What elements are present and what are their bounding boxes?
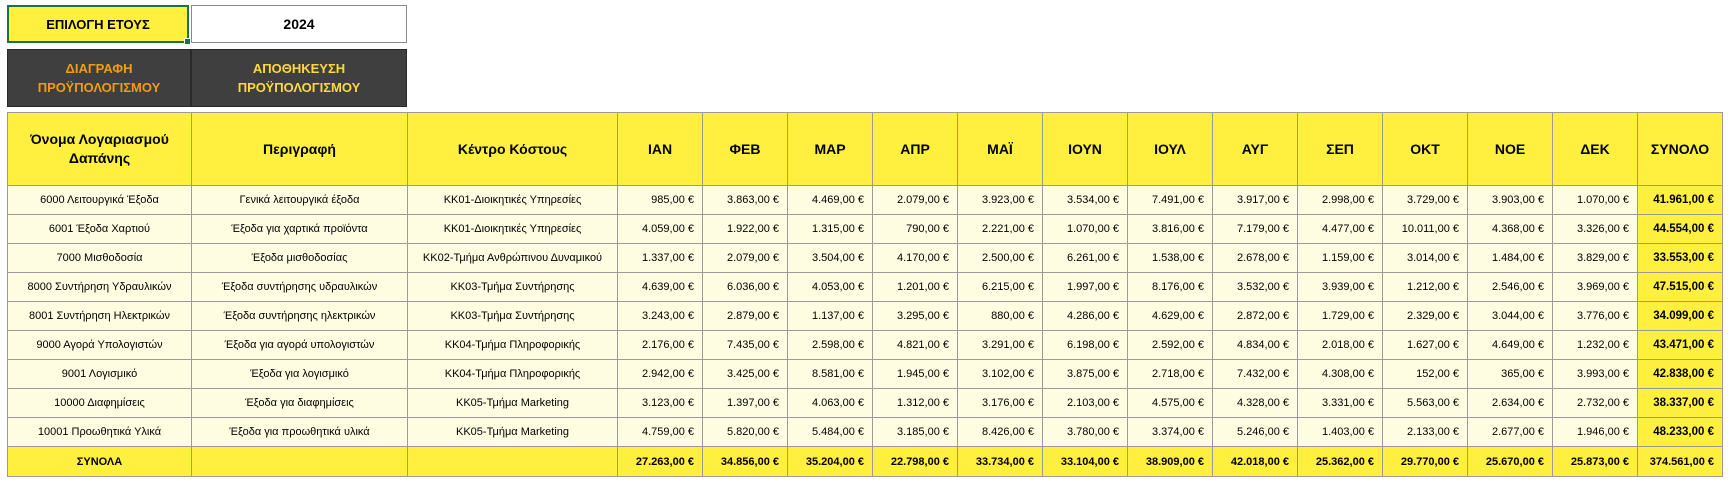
column-header[interactable]: ΣΥΝΟΛΟ — [1638, 113, 1723, 186]
table-cell[interactable]: 10000 Διαφημίσεις — [8, 389, 192, 418]
table-cell[interactable]: 4.328,00 € — [1213, 389, 1298, 418]
column-header[interactable]: ΙΟΥΝ — [1043, 113, 1128, 186]
table-row — [8, 186, 1723, 215]
table-cell[interactable]: ΚΚ04-Τμήμα Πληροφορικής — [408, 360, 618, 389]
table-cell[interactable]: 2.634,00 € — [1468, 389, 1553, 418]
table-cell[interactable]: 1.484,00 € — [1468, 244, 1553, 273]
table-cell[interactable]: 1.397,00 € — [703, 389, 788, 418]
table-cell[interactable]: 6.261,00 € — [1043, 244, 1128, 273]
table-cell[interactable]: 3.776,00 € — [1553, 302, 1638, 331]
totals-cell[interactable]: 29.770,00 € — [1383, 447, 1468, 477]
table-cell[interactable]: 3.875,00 € — [1043, 360, 1128, 389]
table-cell[interactable]: ΚΚ02-Τμήμα Ανθρώπινου Δυναμικού — [408, 244, 618, 273]
row-total-cell[interactable]: 41.961,00 € — [1638, 186, 1723, 215]
table-cell[interactable]: Έξοδα για προωθητικά υλικά — [192, 418, 408, 447]
table-cell[interactable]: 7.435,00 € — [703, 331, 788, 360]
table-cell[interactable]: ΚΚ01-Διοικητικές Υπηρεσίες — [408, 186, 618, 215]
table-cell[interactable]: 2.079,00 € — [873, 186, 958, 215]
table-cell[interactable]: 1.315,00 € — [788, 215, 873, 244]
table-cell[interactable]: 3.295,00 € — [873, 302, 958, 331]
table-cell[interactable]: ΚΚ05-Τμήμα Marketing — [408, 418, 618, 447]
column-header[interactable]: ΜΑΡ — [788, 113, 873, 186]
table-cell[interactable]: Έξοδα μισθοδοσίας — [192, 244, 408, 273]
table-cell[interactable]: 365,00 € — [1468, 360, 1553, 389]
table-cell[interactable]: 1.159,00 € — [1298, 244, 1383, 273]
table-cell[interactable]: 2.018,00 € — [1298, 331, 1383, 360]
column-header[interactable]: ΜΑΪ — [958, 113, 1043, 186]
table-cell[interactable]: 7000 Μισθοδοσία — [8, 244, 192, 273]
table-cell[interactable]: 880,00 € — [958, 302, 1043, 331]
table-cell[interactable]: 7.491,00 € — [1128, 186, 1213, 215]
totals-cell[interactable]: 38.909,00 € — [1128, 447, 1213, 477]
table-cell[interactable]: 1.627,00 € — [1383, 331, 1468, 360]
table-cell[interactable]: 5.820,00 € — [703, 418, 788, 447]
totals-cell[interactable] — [408, 447, 618, 477]
row-total-cell[interactable]: 44.554,00 € — [1638, 215, 1723, 244]
totals-cell[interactable]: 33.104,00 € — [1043, 447, 1128, 477]
table-cell[interactable]: 3.326,00 € — [1553, 215, 1638, 244]
table-cell[interactable]: 2.500,00 € — [958, 244, 1043, 273]
column-header[interactable]: ΟΚΤ — [1383, 113, 1468, 186]
table-cell[interactable]: Έξοδα συντήρησης ηλεκτρικών — [192, 302, 408, 331]
delete-button-label-line1: ΔΙΑΓΡΑΦΗ — [65, 61, 133, 76]
table-cell[interactable]: Έξοδα συντήρησης υδραυλικών — [192, 273, 408, 302]
table-cell[interactable]: 3.123,00 € — [618, 389, 703, 418]
table-cell[interactable]: 3.014,00 € — [1383, 244, 1468, 273]
table-cell[interactable]: Έξοδα για διαφημίσεις — [192, 389, 408, 418]
table-cell[interactable]: 8.176,00 € — [1128, 273, 1213, 302]
table-cell[interactable]: 3.923,00 € — [958, 186, 1043, 215]
table-cell[interactable]: 4.629,00 € — [1128, 302, 1213, 331]
table-cell[interactable]: 3.939,00 € — [1298, 273, 1383, 302]
table-cell[interactable]: 4.639,00 € — [618, 273, 703, 302]
totals-cell[interactable]: 25.362,00 € — [1298, 447, 1383, 477]
table-cell[interactable]: 2.103,00 € — [1043, 389, 1128, 418]
table-row — [8, 360, 1723, 389]
totals-cell[interactable]: 33.734,00 € — [958, 447, 1043, 477]
table-cell[interactable]: 1.232,00 € — [1553, 331, 1638, 360]
table-cell[interactable]: 1.729,00 € — [1298, 302, 1383, 331]
table-cell[interactable]: 6001 Έξοδα Χαρτιού — [8, 215, 192, 244]
table-cell[interactable]: 4.469,00 € — [788, 186, 873, 215]
table-row — [8, 215, 1723, 244]
table-cell[interactable]: 10001 Προωθητικά Υλικά — [8, 418, 192, 447]
table-cell[interactable]: 3.102,00 € — [958, 360, 1043, 389]
table-cell[interactable]: 4.368,00 € — [1468, 215, 1553, 244]
totals-label[interactable]: ΣΥΝΟΛΑ — [8, 447, 192, 477]
table-cell[interactable]: 1.212,00 € — [1383, 273, 1468, 302]
totals-cell[interactable]: 374.561,00 € — [1638, 447, 1723, 477]
table-cell[interactable]: 2.872,00 € — [1213, 302, 1298, 331]
table-cell[interactable]: 3.816,00 € — [1128, 215, 1213, 244]
column-header[interactable]: ΑΠΡ — [873, 113, 958, 186]
totals-cell[interactable]: 25.873,00 € — [1553, 447, 1638, 477]
table-cell[interactable]: 3.534,00 € — [1043, 186, 1128, 215]
table-cell[interactable]: 2.329,00 € — [1383, 302, 1468, 331]
row-total-cell[interactable]: 33.553,00 € — [1638, 244, 1723, 273]
column-header[interactable]: ΦΕΒ — [703, 113, 788, 186]
totals-cell[interactable]: 42.018,00 € — [1213, 447, 1298, 477]
year-selector-label[interactable] — [7, 5, 189, 43]
table-cell[interactable]: 1.945,00 € — [873, 360, 958, 389]
table-cell[interactable]: 3.291,00 € — [958, 331, 1043, 360]
table-cell[interactable]: 2.221,00 € — [958, 215, 1043, 244]
table-cell[interactable]: 3.532,00 € — [1213, 273, 1298, 302]
table-cell[interactable]: 5.563,00 € — [1383, 389, 1468, 418]
table-cell[interactable]: 1.312,00 € — [873, 389, 958, 418]
row-total-cell[interactable]: 38.337,00 € — [1638, 389, 1723, 418]
table-row — [8, 331, 1723, 360]
table-cell[interactable]: ΚΚ05-Τμήμα Marketing — [408, 389, 618, 418]
year-selector-value[interactable]: 2024 — [191, 5, 407, 43]
column-header[interactable]: ΑΥΓ — [1213, 113, 1298, 186]
save-budget-button[interactable] — [191, 49, 407, 107]
table-cell[interactable]: 3.504,00 € — [788, 244, 873, 273]
table-cell[interactable]: 10.011,00 € — [1383, 215, 1468, 244]
table-cell[interactable]: 1.070,00 € — [1553, 186, 1638, 215]
table-cell[interactable]: 2.732,00 € — [1553, 389, 1638, 418]
totals-cell[interactable]: 34.856,00 € — [703, 447, 788, 477]
table-cell[interactable]: 7.179,00 € — [1213, 215, 1298, 244]
row-total-cell[interactable]: 48.233,00 € — [1638, 418, 1723, 447]
table-cell[interactable]: 2.998,00 € — [1298, 186, 1383, 215]
table-cell[interactable]: 4.059,00 € — [618, 215, 703, 244]
table-cell[interactable]: Γενικά λειτουργικά έξοδα — [192, 186, 408, 215]
row-total-cell[interactable]: 43.471,00 € — [1638, 331, 1723, 360]
table-cell[interactable]: Έξοδα για αγορά υπολογιστών — [192, 331, 408, 360]
column-header[interactable]: ΝΟΕ — [1468, 113, 1553, 186]
table-cell[interactable]: 4.759,00 € — [618, 418, 703, 447]
budget-table — [7, 112, 1723, 477]
table-cell[interactable]: 2.678,00 € — [1213, 244, 1298, 273]
table-cell[interactable]: 3.243,00 € — [618, 302, 703, 331]
table-cell[interactable]: 2.079,00 € — [703, 244, 788, 273]
column-header[interactable]: Όνομα Λογαριασμού Δαπάνης — [8, 113, 192, 186]
table-cell[interactable]: 2.176,00 € — [618, 331, 703, 360]
delete-budget-button[interactable] — [7, 49, 191, 107]
row-total-cell[interactable]: 47.515,00 € — [1638, 273, 1723, 302]
table-cell[interactable]: 3.729,00 € — [1383, 186, 1468, 215]
table-cell[interactable]: 3.917,00 € — [1213, 186, 1298, 215]
table-cell[interactable]: 5.246,00 € — [1213, 418, 1298, 447]
table-cell[interactable]: 6.198,00 € — [1043, 331, 1128, 360]
table-cell[interactable]: 4.575,00 € — [1128, 389, 1213, 418]
row-total-cell[interactable]: 42.838,00 € — [1638, 360, 1723, 389]
column-header[interactable]: Περιγραφή — [192, 113, 408, 186]
table-cell[interactable]: ΚΚ04-Τμήμα Πληροφορικής — [408, 331, 618, 360]
table-cell[interactable]: Έξοδα για λογισμικό — [192, 360, 408, 389]
table-cell[interactable]: 4.821,00 € — [873, 331, 958, 360]
table-cell[interactable]: 3.969,00 € — [1553, 273, 1638, 302]
table-cell[interactable]: 8001 Συντήρηση Ηλεκτρικών — [8, 302, 192, 331]
table-cell[interactable]: 4.170,00 € — [873, 244, 958, 273]
column-header[interactable]: ΙΑΝ — [618, 113, 703, 186]
table-row — [8, 302, 1723, 331]
table-cell[interactable]: 1.137,00 € — [788, 302, 873, 331]
table-cell[interactable]: 1.070,00 € — [1043, 215, 1128, 244]
table-cell[interactable]: 1.201,00 € — [873, 273, 958, 302]
column-header[interactable]: ΣΕΠ — [1298, 113, 1383, 186]
table-cell[interactable]: 790,00 € — [873, 215, 958, 244]
table-cell[interactable]: 3.044,00 € — [1468, 302, 1553, 331]
table-cell[interactable]: 6.036,00 € — [703, 273, 788, 302]
table-cell[interactable]: 9000 Αγορά Υπολογιστών — [8, 331, 192, 360]
table-cell[interactable]: 8.426,00 € — [958, 418, 1043, 447]
table-cell[interactable]: 3.331,00 € — [1298, 389, 1383, 418]
table-cell[interactable]: 2.718,00 € — [1128, 360, 1213, 389]
table-cell[interactable]: 4.834,00 € — [1213, 331, 1298, 360]
totals-row — [8, 447, 1723, 477]
totals-cell[interactable] — [192, 447, 408, 477]
table-cell[interactable]: 5.484,00 € — [788, 418, 873, 447]
table-cell[interactable]: 3.374,00 € — [1128, 418, 1213, 447]
table-cell[interactable]: Έξοδα για χαρτικά προϊόντα — [192, 215, 408, 244]
table-cell[interactable]: 3.185,00 € — [873, 418, 958, 447]
table-cell[interactable]: 1.946,00 € — [1553, 418, 1638, 447]
table-cell[interactable]: 2.598,00 € — [788, 331, 873, 360]
table-row — [8, 418, 1723, 447]
table-cell[interactable]: 1.922,00 € — [703, 215, 788, 244]
table-header-row — [8, 113, 1723, 186]
cell-fill-handle[interactable] — [184, 38, 191, 45]
table-cell[interactable]: 4.477,00 € — [1298, 215, 1383, 244]
table-row — [8, 244, 1723, 273]
save-button-label-line2: ΠΡΟΫΠΟΛΟΓΙΣΜΟΥ — [237, 80, 361, 95]
table-cell[interactable]: 4.649,00 € — [1468, 331, 1553, 360]
table-cell[interactable]: 985,00 € — [618, 186, 703, 215]
table-cell[interactable]: 2.677,00 € — [1468, 418, 1553, 447]
table-cell[interactable]: 8.581,00 € — [788, 360, 873, 389]
table-cell[interactable]: 4.063,00 € — [788, 389, 873, 418]
table-cell[interactable]: 3.829,00 € — [1553, 244, 1638, 273]
table-cell[interactable]: 4.053,00 € — [788, 273, 873, 302]
table-cell[interactable]: ΚΚ03-Τμήμα Συντήρησης — [408, 302, 618, 331]
table-cell[interactable]: 3.780,00 € — [1043, 418, 1128, 447]
table-cell[interactable]: 1.337,00 € — [618, 244, 703, 273]
table-cell[interactable]: 152,00 € — [1383, 360, 1468, 389]
row-total-cell[interactable]: 34.099,00 € — [1638, 302, 1723, 331]
table-cell[interactable]: ΚΚ01-Διοικητικές Υπηρεσίες — [408, 215, 618, 244]
table-cell[interactable]: 3.993,00 € — [1553, 360, 1638, 389]
year-selector-label-text: ΕΠΙΛΟΓΗ ΕΤΟΥΣ — [46, 16, 150, 32]
delete-button-label-line2: ΠΡΟΫΠΟΛΟΓΙΣΜΟΥ — [37, 80, 161, 95]
table-cell[interactable]: 1.403,00 € — [1298, 418, 1383, 447]
table-cell[interactable]: 2.942,00 € — [618, 360, 703, 389]
totals-cell[interactable]: 27.263,00 € — [618, 447, 703, 477]
table-cell[interactable]: 2.133,00 € — [1383, 418, 1468, 447]
totals-cell[interactable]: 25.670,00 € — [1468, 447, 1553, 477]
table-row — [8, 389, 1723, 418]
table-cell[interactable]: 1.538,00 € — [1128, 244, 1213, 273]
table-cell[interactable]: ΚΚ03-Τμήμα Συντήρησης — [408, 273, 618, 302]
table-row — [8, 273, 1723, 302]
table-cell[interactable]: 2.546,00 € — [1468, 273, 1553, 302]
table-cell[interactable]: 3.176,00 € — [958, 389, 1043, 418]
table-cell[interactable]: 1.997,00 € — [1043, 273, 1128, 302]
table-cell[interactable]: 2.879,00 € — [703, 302, 788, 331]
totals-cell[interactable]: 22.798,00 € — [873, 447, 958, 477]
column-header[interactable]: ΙΟΥΛ — [1128, 113, 1213, 186]
table-cell[interactable]: 4.308,00 € — [1298, 360, 1383, 389]
table-cell[interactable]: 4.286,00 € — [1043, 302, 1128, 331]
table-cell[interactable]: 6000 Λειτουργικά Έξοδα — [8, 186, 192, 215]
totals-cell[interactable]: 35.204,00 € — [788, 447, 873, 477]
table-cell[interactable]: 3.863,00 € — [703, 186, 788, 215]
column-header[interactable]: ΔΕΚ — [1553, 113, 1638, 186]
table-cell[interactable]: 8000 Συντήρηση Υδραυλικών — [8, 273, 192, 302]
table-cell[interactable]: 3.903,00 € — [1468, 186, 1553, 215]
table-cell[interactable]: 6.215,00 € — [958, 273, 1043, 302]
table-cell[interactable]: 3.425,00 € — [703, 360, 788, 389]
column-header[interactable]: Κέντρο Κόστους — [408, 113, 618, 186]
table-cell[interactable]: 9001 Λογισμικό — [8, 360, 192, 389]
table-cell[interactable]: 2.592,00 € — [1128, 331, 1213, 360]
save-button-label-line1: ΑΠΟΘΗΚΕΥΣΗ — [252, 61, 346, 76]
table-cell[interactable]: 7.432,00 € — [1213, 360, 1298, 389]
